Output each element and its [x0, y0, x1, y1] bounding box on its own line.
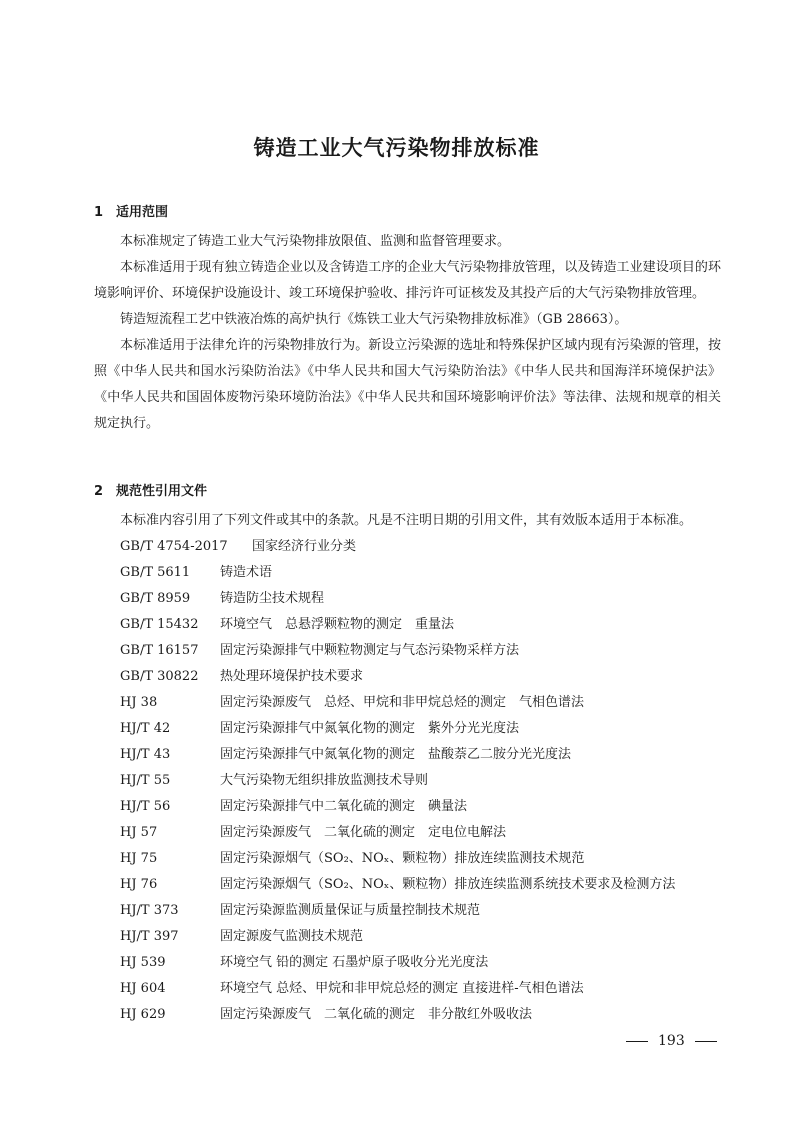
reference-title: 固定污染源排气中颗粒物测定与气态污染物采样方法	[220, 643, 520, 658]
reference-title: 环境空气 铅的测定 石墨炉原子吸收分光光度法	[220, 955, 489, 970]
reference-code: GB/T 16157	[120, 643, 199, 658]
page-number	[626, 1033, 717, 1049]
reference-title: 固定污染源废气 二氧化硫的测定 非分散红外吸收法	[220, 1007, 533, 1022]
reference-row	[120, 976, 720, 1002]
reference-title: 固定污染源废气 二氧化硫的测定 定电位电解法	[220, 825, 507, 840]
paragraph: 铸造短流程工艺中铁液冶炼的高炉执行《炼铁工业大气污染物排放标准》（GB 28663）。	[120, 312, 628, 327]
reference-row	[120, 534, 720, 560]
reference-row	[120, 872, 720, 898]
reference-code: HJ/T 397	[120, 929, 179, 944]
section-number: 1	[94, 205, 104, 220]
reference-code: GB/T 8959	[120, 591, 191, 606]
page-number-dash-left	[626, 1041, 648, 1042]
reference-title: 固定污染源排气中氮氧化物的测定 紫外分光光度法	[220, 721, 520, 736]
reference-code: HJ/T 373	[120, 903, 179, 918]
reference-row	[120, 560, 720, 586]
scope-paragraphs	[94, 229, 721, 437]
reference-code: HJ 38	[120, 695, 158, 710]
reference-title: 环境空气 总烃、甲烷和非甲烷总烃的测定 直接进样-气相色谱法	[220, 981, 584, 996]
reference-code: GB/T 30822	[120, 669, 199, 684]
reference-code: GB/T 4754-2017	[120, 539, 228, 554]
reference-title: 固定污染源烟气（SO₂、NOₓ、颗粒物）排放连续监测技术规范	[220, 851, 585, 866]
reference-row	[120, 768, 720, 794]
paragraph: 本标准适用于现有独立铸造企业以及含铸造工序的企业大气污染物排放管理，以及铸造工业建设项目的环境影响评价、环境保护设施设计、竣工环境保护验收、排污许可证核发及其投产后的大气污染物排放管理。	[94, 260, 721, 301]
reference-row	[120, 1002, 720, 1028]
reference-title: 国家经济行业分类	[252, 539, 357, 554]
reference-row	[120, 690, 720, 716]
reference-title: 大气污染物无组织排放监测技术导则	[220, 773, 429, 788]
reference-code: HJ/T 42	[120, 721, 171, 736]
reference-code: HJ 629	[120, 1007, 166, 1022]
reference-code: HJ/T 43	[120, 747, 171, 762]
reference-title: 固定源废气监测技术规范	[220, 929, 364, 944]
section-heading-text: 规范性引用文件	[116, 484, 208, 499]
references-intro	[94, 508, 721, 534]
reference-code: GB/T 15432	[120, 617, 199, 632]
page-title: 铸造工业大气污染物排放标准	[253, 136, 540, 160]
page-number-dash-right	[695, 1041, 717, 1042]
section-heading-text: 适用范围	[116, 205, 169, 220]
section-heading-scope	[94, 201, 168, 220]
reference-row	[120, 950, 720, 976]
reference-title: 铸造术语	[220, 565, 273, 580]
reference-row	[120, 820, 720, 846]
reference-row	[120, 924, 720, 950]
reference-title: 固定污染源排气中二氧化硫的测定 碘量法	[220, 799, 468, 814]
reference-title: 铸造防尘技术规程	[220, 591, 325, 606]
reference-row	[120, 586, 720, 612]
reference-title: 固定污染源废气 总烃、甲烷和非甲烷总烃的测定 气相色谱法	[220, 695, 585, 710]
reference-row	[120, 742, 720, 768]
reference-row	[120, 664, 720, 690]
reference-row	[120, 716, 720, 742]
reference-list	[120, 534, 720, 1028]
reference-code: HJ 539	[120, 955, 166, 970]
reference-row	[120, 898, 720, 924]
reference-title: 环境空气 总悬浮颗粒物的测定 重量法	[220, 617, 455, 632]
reference-code: GB/T 5611	[120, 565, 191, 580]
paragraph: 本标准适用于法律允许的污染物排放行为。新设立污染源的选址和特殊保护区域内现有污染源的管理，按照《中华人民共和国水污染防治法》《中华人民共和国大气污染防治法》《中华人民共和国海洋环境保护法》《中华人民共和国固体废物污染环境防治法》《中华人民共和国环境影响评价法》等法律、法规和规章的相关规定执行。	[94, 338, 721, 431]
reference-code: HJ 75	[120, 851, 158, 866]
reference-code: HJ 57	[120, 825, 158, 840]
reference-code: HJ/T 55	[120, 773, 171, 788]
page-number-text: 193	[658, 1033, 685, 1049]
reference-title: 固定污染源监测质量保证与质量控制技术规范	[220, 903, 481, 918]
reference-title: 热处理环境保护技术要求	[220, 669, 364, 684]
section-heading-references	[94, 480, 207, 499]
reference-title: 固定污染源烟气（SO₂、NOₓ、颗粒物）排放连续监测系统技术要求及检测方法	[220, 877, 676, 892]
reference-row	[120, 846, 720, 872]
reference-title: 固定污染源排气中氮氧化物的测定 盐酸萘乙二胺分光光度法	[220, 747, 572, 762]
reference-row	[120, 638, 720, 664]
reference-code: HJ 76	[120, 877, 158, 892]
paragraph: 本标准规定了铸造工业大气污染物排放限值、监测和监督管理要求。	[120, 234, 511, 249]
reference-row	[120, 794, 720, 820]
reference-code: HJ/T 56	[120, 799, 171, 814]
reference-row	[120, 612, 720, 638]
section-number: 2	[94, 484, 104, 499]
paragraph: 本标准内容引用了下列文件或其中的条款。凡是不注明日期的引用文件，其有效版本适用于本标准。	[120, 513, 693, 528]
reference-code: HJ 604	[120, 981, 166, 996]
